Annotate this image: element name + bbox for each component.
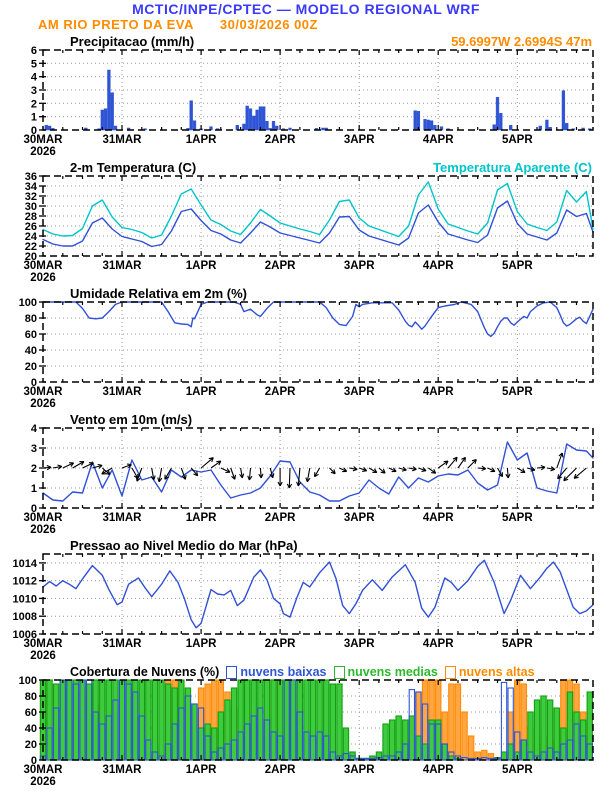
- svg-text:31MAR: 31MAR: [102, 512, 142, 524]
- svg-text:6: 6: [30, 45, 37, 57]
- svg-text:31MAR: 31MAR: [102, 638, 142, 650]
- apparent-temperature-title: Temperatura Aparente (C): [433, 160, 592, 175]
- svg-text:1APR: 1APR: [185, 764, 217, 776]
- panel-clouds: [0, 664, 612, 790]
- svg-text:1010: 1010: [12, 593, 37, 606]
- pressure-title: Pressao ao Nivel Medio do Mar (hPa): [70, 538, 298, 553]
- svg-text:4APR: 4APR: [422, 512, 454, 524]
- svg-text:3APR: 3APR: [343, 260, 375, 272]
- panel-pressure: [0, 538, 612, 664]
- panel-humidity: [0, 286, 612, 412]
- nuvens-medias-label: nuvens medias: [347, 665, 438, 679]
- panel-wind: [0, 412, 612, 538]
- svg-text:2026: 2026: [30, 524, 56, 536]
- svg-text:1012: 1012: [12, 575, 37, 588]
- clouds-title: Cobertura de Nuvens (%): [70, 665, 220, 679]
- svg-text:100: 100: [18, 297, 37, 309]
- svg-text:2APR: 2APR: [264, 764, 296, 776]
- svg-text:1008: 1008: [12, 611, 37, 624]
- svg-text:3APR: 3APR: [343, 386, 375, 398]
- svg-text:31MAR: 31MAR: [102, 134, 142, 146]
- wind-plot: [0, 412, 612, 538]
- station-run-line: [38, 17, 318, 32]
- svg-text:40: 40: [24, 345, 37, 357]
- run-datetime: 30/03/2026 00Z: [219, 17, 318, 32]
- svg-text:40: 40: [24, 723, 37, 735]
- svg-text:2026: 2026: [30, 398, 56, 410]
- svg-text:2026: 2026: [30, 776, 56, 788]
- svg-text:36: 36: [24, 171, 37, 183]
- svg-text:34: 34: [24, 181, 37, 193]
- svg-text:4APR: 4APR: [422, 134, 454, 146]
- svg-text:3: 3: [30, 443, 37, 455]
- svg-text:1: 1: [30, 111, 37, 124]
- precipitation-plot: [0, 34, 612, 160]
- nuvens-baixas-label: nuvens baixas: [240, 665, 327, 679]
- svg-text:30MAR: 30MAR: [23, 134, 63, 146]
- svg-text:30MAR: 30MAR: [23, 386, 63, 398]
- svg-text:4: 4: [30, 423, 37, 435]
- station-name: AM RIO PRETO DA EVA: [38, 17, 194, 32]
- station-coordinates: 59.6997W 2.6994S 47m: [451, 34, 592, 49]
- svg-text:5APR: 5APR: [501, 764, 533, 776]
- svg-text:4APR: 4APR: [422, 638, 454, 650]
- panel-precipitation: [0, 34, 612, 160]
- svg-text:4APR: 4APR: [422, 764, 454, 776]
- svg-text:26: 26: [24, 221, 37, 233]
- svg-text:4: 4: [30, 71, 37, 84]
- svg-text:4APR: 4APR: [422, 260, 454, 272]
- svg-text:3APR: 3APR: [343, 134, 375, 146]
- svg-text:1APR: 1APR: [185, 512, 217, 524]
- svg-text:3APR: 3APR: [343, 764, 375, 776]
- svg-text:5APR: 5APR: [501, 512, 533, 524]
- pressure-plot: [0, 538, 612, 664]
- precipitation-title: Precipitacao (mm/h): [70, 34, 195, 49]
- svg-text:1APR: 1APR: [185, 386, 217, 398]
- temperature-title: 2-m Temperatura (C): [70, 160, 197, 175]
- nuvens-altas-label: nuvens altas: [458, 665, 535, 679]
- svg-text:5APR: 5APR: [501, 260, 533, 272]
- svg-text:20: 20: [24, 361, 37, 373]
- svg-text:20: 20: [24, 739, 37, 751]
- svg-text:2: 2: [30, 463, 37, 475]
- svg-text:1APR: 1APR: [185, 260, 217, 272]
- model-title: MCTIC/INPE/CPTEC — MODELO REGIONAL WRF: [132, 1, 480, 17]
- clouds-plot: [0, 664, 612, 790]
- svg-text:30MAR: 30MAR: [23, 764, 63, 776]
- svg-text:31MAR: 31MAR: [102, 764, 142, 776]
- svg-text:0: 0: [30, 125, 37, 137]
- svg-text:31MAR: 31MAR: [102, 260, 142, 272]
- svg-text:0: 0: [30, 503, 37, 515]
- svg-text:0: 0: [30, 377, 37, 389]
- svg-text:5APR: 5APR: [501, 134, 533, 146]
- panel-temperature: [0, 160, 612, 286]
- svg-text:2APR: 2APR: [264, 260, 296, 272]
- svg-text:1014: 1014: [12, 557, 37, 570]
- svg-text:30: 30: [24, 201, 37, 213]
- svg-text:30MAR: 30MAR: [23, 638, 63, 650]
- svg-text:60: 60: [24, 707, 37, 719]
- svg-text:1006: 1006: [12, 629, 37, 641]
- temperature-plot: [0, 160, 612, 286]
- svg-text:100: 100: [18, 675, 37, 687]
- svg-text:1: 1: [30, 483, 37, 495]
- svg-text:4APR: 4APR: [422, 386, 454, 398]
- humidity-title: Umidade Relativa em 2m (%): [70, 286, 248, 301]
- svg-text:2APR: 2APR: [264, 638, 296, 650]
- svg-text:80: 80: [24, 313, 37, 325]
- header: [0, 0, 612, 34]
- svg-text:1APR: 1APR: [185, 134, 217, 146]
- svg-text:80: 80: [24, 691, 37, 703]
- svg-text:20: 20: [24, 251, 37, 263]
- humidity-plot: [0, 286, 612, 412]
- svg-text:2026: 2026: [30, 650, 56, 662]
- svg-text:24: 24: [24, 231, 37, 243]
- svg-text:22: 22: [24, 241, 37, 253]
- svg-text:2: 2: [30, 98, 37, 111]
- svg-text:3APR: 3APR: [343, 638, 375, 650]
- svg-text:28: 28: [24, 211, 37, 223]
- svg-text:5: 5: [30, 58, 37, 71]
- svg-text:2APR: 2APR: [264, 134, 296, 146]
- svg-text:1APR: 1APR: [185, 638, 217, 650]
- svg-text:3: 3: [30, 85, 37, 97]
- svg-text:30MAR: 30MAR: [23, 512, 63, 524]
- wind-title: Vento em 10m (m/s): [70, 412, 193, 427]
- svg-text:3APR: 3APR: [343, 512, 375, 524]
- svg-text:30MAR: 30MAR: [23, 260, 63, 272]
- svg-text:5APR: 5APR: [501, 638, 533, 650]
- svg-text:5APR: 5APR: [501, 386, 533, 398]
- svg-text:60: 60: [24, 329, 37, 341]
- svg-text:2026: 2026: [30, 272, 56, 284]
- svg-text:32: 32: [24, 191, 37, 203]
- svg-text:2026: 2026: [30, 146, 56, 158]
- svg-text:2APR: 2APR: [264, 512, 296, 524]
- svg-text:2APR: 2APR: [264, 386, 296, 398]
- svg-text:31MAR: 31MAR: [102, 386, 142, 398]
- svg-text:0: 0: [30, 755, 37, 767]
